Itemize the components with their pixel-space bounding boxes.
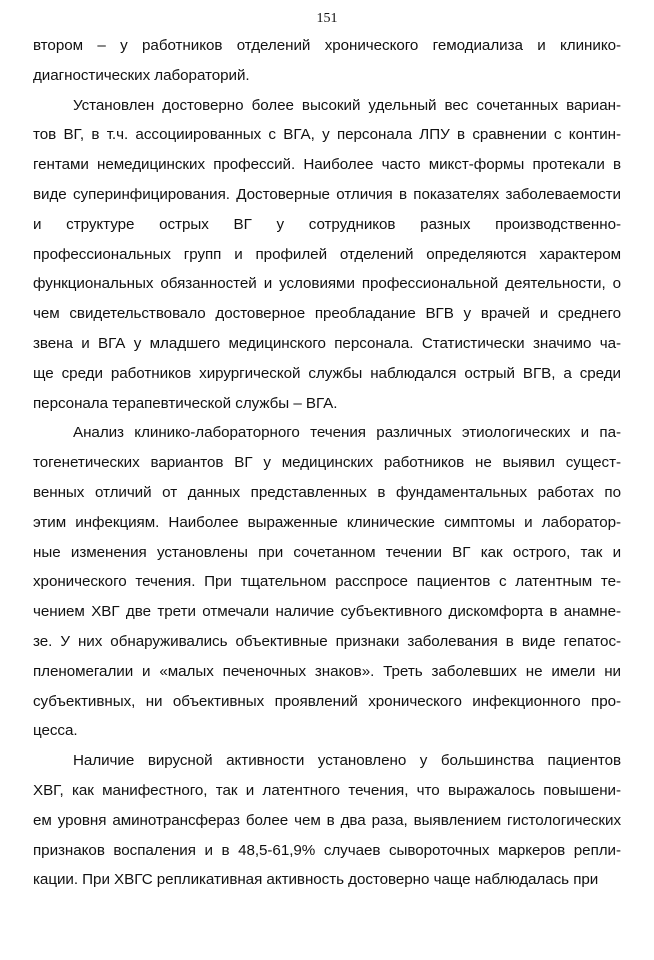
text-line: чением ХВГ две трети отмечали наличие субъективного дискомфорта в анамне- xyxy=(33,603,621,621)
text-line: ХВГ, как манифестного, так и латентного течения, что выражалось повышени- xyxy=(33,781,621,799)
text-line: гентами немедицинских профессий. Наиболее часто микст-формы протекали в xyxy=(33,156,621,174)
text-line: признаков воспаления и в 48,5-61,9% случаев сывороточных маркеров репли- xyxy=(33,841,621,859)
text-line: тов ВГ, в т.ч. ассоциированных с ВГА, у персонала ЛПУ в сравнении с контин- xyxy=(33,126,621,144)
text-line: ще среди работников хирургической службы наблюдался острый ВГВ, а среди xyxy=(33,364,621,382)
text-line: кации. При ХВГС репликативная активность достоверно чаще наблюдалась при xyxy=(33,871,599,889)
text-line: чем свидетельствовало достоверное преобладание ВГВ у врачей и среднего xyxy=(33,305,621,323)
text-line: зе. У них обнаруживались объективные признаки заболевания в виде гепатос- xyxy=(33,632,621,650)
text-line: втором – у работников отделений хронического гемодиализа и клинико- xyxy=(33,37,621,54)
text-line: функциональных обязанностей и условиями профессиональной деятельности, о xyxy=(33,275,621,293)
text-line: и структуре острых ВГ у сотрудников разных производственно- xyxy=(33,215,621,233)
text-line: звена и ВГА у младшего медицинского персонала. Статистически значимо ча- xyxy=(33,334,621,352)
paragraph xyxy=(33,418,621,746)
paragraph xyxy=(33,31,621,91)
text-line: хронического течения. При тщательном расспросе пациентов с латентным те- xyxy=(33,573,621,591)
text-line: тогенетических вариантов ВГ у медицинских работников не выявил сущест- xyxy=(33,454,621,472)
text-line: ем уровня аминотрансфераз более чем в два раза, выявлением гистологических xyxy=(33,811,621,829)
body-text xyxy=(33,31,621,895)
text-line: субъективных, ни объективных проявлений хронического инфекционного про- xyxy=(33,692,621,710)
page-number: 151 xyxy=(316,11,338,26)
text-line: персонала терапевтической службы – ВГА. xyxy=(33,394,338,412)
text-line: ные изменения установлены при сочетанном течении ВГ как острого, так и xyxy=(33,543,621,561)
text-line: виде суперинфицирования. Достоверные отличия в показателях заболеваемости xyxy=(33,185,621,203)
paragraph xyxy=(33,746,621,895)
text-line: этим инфекциям. Наиболее выраженные клинические симптомы и лаборатор- xyxy=(33,513,621,531)
paragraph xyxy=(33,91,621,419)
text-line: Наличие вирусной активности установлено у большинства пациентов xyxy=(73,752,621,770)
text-line: профессиональных групп и профилей отделений определяются характером xyxy=(33,245,621,263)
text-line: Анализ клинико-лабораторного течения различных этиологических и па- xyxy=(73,424,621,442)
text-line: венных отличий от данных представленных в фундаментальных работах по xyxy=(33,483,621,501)
text-line: диагностических лабораторий. xyxy=(33,66,250,84)
text-line: цесса. xyxy=(33,722,78,740)
text-line: Установлен достоверно более высокий удельный вес сочетанных вариан- xyxy=(73,96,621,114)
text-line: пленомегалии и «малых печеночных знаков». Треть заболевших не имели ни xyxy=(33,662,621,680)
